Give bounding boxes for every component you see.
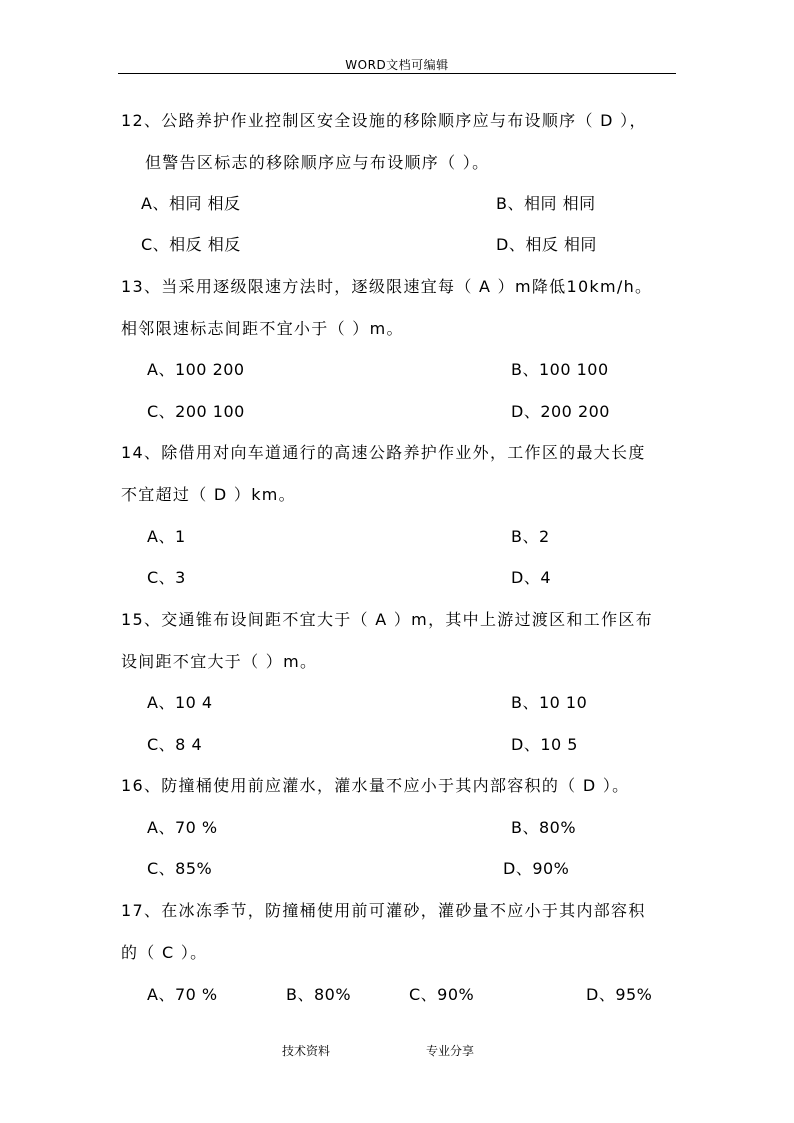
question-15-option-d: D、10 5	[511, 735, 578, 754]
question-13-option-b: B、100 100	[511, 360, 609, 379]
question-16-option-c: C、85%	[147, 859, 213, 878]
question-16-option-a: A、70 %	[147, 818, 218, 837]
question-15-option-c: C、8 4	[147, 735, 203, 754]
question-15-line-2: 设间距不宜大于（ ）m。	[121, 652, 318, 671]
question-14-line-1: 14、除借用对向车道通行的高速公路养护作业外，工作区的最大长度	[121, 443, 646, 462]
question-12-option-a: A、相同 相反	[141, 194, 241, 213]
question-17-option-c: C、90%	[409, 985, 475, 1004]
page-header: WORD文档可编辑	[345, 58, 449, 72]
question-14-line-2: 不宜超过（ D ）km。	[121, 485, 296, 504]
header-divider	[118, 73, 676, 74]
question-16-option-d: D、90%	[503, 859, 570, 878]
question-14-option-b: B、2	[511, 527, 550, 546]
question-15-line-1: 15、交通锥布设间距不宜大于（ A ）m，其中上游过渡区和工作区布	[121, 610, 653, 629]
question-15-option-a: A、10 4	[147, 693, 213, 712]
question-17-option-b: B、80%	[286, 985, 352, 1004]
question-13-line-2: 相邻限速标志间距不宜小于（ ）m。	[121, 319, 404, 338]
question-16-line-1: 16、防撞桶使用前应灌水，灌水量不应小于其内部容积的（ D ）。	[121, 776, 630, 795]
question-12-line-1: 12、公路养护作业控制区安全设施的移除顺序应与布设顺序（ D ），	[121, 111, 647, 130]
question-17-line-2: 的（ C ）。	[121, 943, 208, 962]
question-12-line-2: 但警告区标志的移除顺序应与布设顺序（ ）。	[145, 153, 490, 172]
footer-right-text: 专业分享	[426, 1044, 475, 1058]
question-13-option-d: D、200 200	[511, 402, 610, 421]
question-13-line-1: 13、当采用逐级限速方法时，逐级限速宜每（ A ）m降低10km/h。	[121, 277, 653, 296]
question-12-option-c: C、相反 相反	[141, 235, 241, 254]
footer-left-text: 技术资料	[282, 1044, 331, 1058]
question-13-option-c: C、200 100	[147, 402, 245, 421]
question-17-option-a: A、70 %	[147, 985, 218, 1004]
question-14-option-d: D、4	[511, 568, 552, 587]
question-17-line-1: 17、在冰冻季节，防撞桶使用前可灌砂，灌砂量不应小于其内部容积	[121, 901, 646, 920]
question-12-option-d: D、相反 相同	[496, 235, 597, 254]
question-13-option-a: A、100 200	[147, 360, 245, 379]
question-12-option-b: B、相同 相同	[496, 194, 596, 213]
question-15-option-b: B、10 10	[511, 693, 588, 712]
question-14-option-c: C、3	[147, 568, 186, 587]
question-17-option-d: D、95%	[586, 985, 653, 1004]
question-14-option-a: A、1	[147, 527, 186, 546]
question-16-option-b: B、80%	[511, 818, 577, 837]
